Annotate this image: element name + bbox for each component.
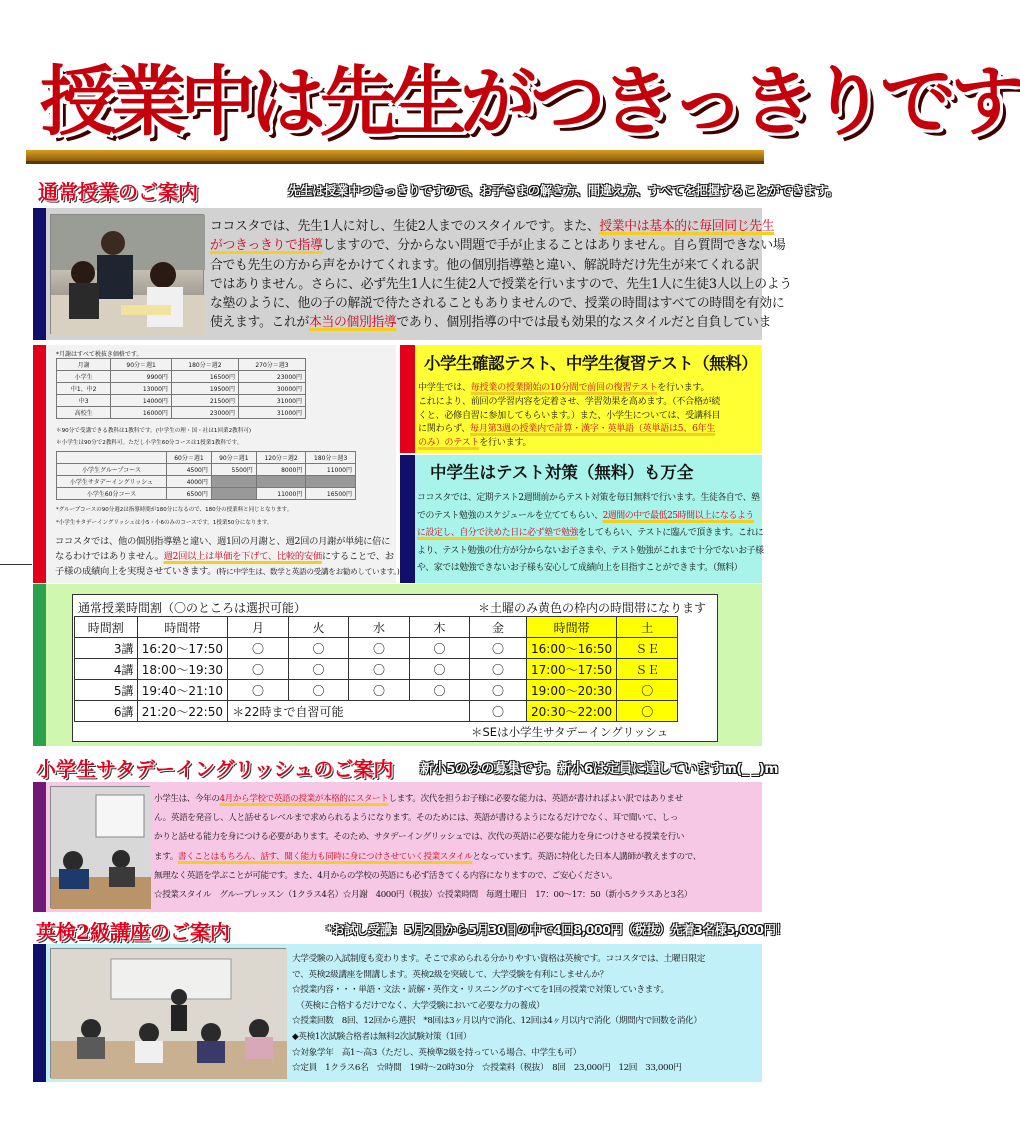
eiken-note: *お試し受講：5月2日から5月30日の中で4回8,000円（税抜）先着3名様5,000円！ xyxy=(326,922,788,937)
table-header-cell: 月謝 xyxy=(57,359,111,371)
table-cell: 〇 xyxy=(228,638,289,659)
table-header-cell: 水 xyxy=(349,617,410,638)
saturday-heading: 小学生サタデーイングリッシュのご案内 xyxy=(36,757,394,781)
regular-line xyxy=(210,217,775,236)
table-header-cell: 時間帯 xyxy=(526,617,617,638)
table-cell: 16500円 xyxy=(306,488,356,500)
table-cell: 8000円 xyxy=(256,464,306,476)
text-run: なるわけではありません。 xyxy=(55,551,164,562)
text-run: を行います。 xyxy=(479,438,532,449)
price-note-mid2: ＊小学生は90分で2教科可。ただし小学生60分コースは1授業1教科です。 xyxy=(56,440,243,446)
price-note-top: *月謝はすべて税抜き価格です。 xyxy=(56,351,143,358)
regular-line: ではありません。さらに、必ず先生1人に生徒2人で授業を行いますので、先生1人に生徒3人以上のよう xyxy=(210,276,792,292)
table-cell: 13000円 xyxy=(111,383,172,395)
highlight-text: がつきっきりで指導 xyxy=(210,238,323,254)
table-cell: 5講 xyxy=(75,680,138,701)
regular-line xyxy=(210,236,786,255)
regular-classroom-photo xyxy=(50,214,204,334)
table-header-cell: 120分＝週2 xyxy=(256,452,306,464)
table-cell: 23000円 xyxy=(171,407,238,419)
table-cell: 中1、中2 xyxy=(57,383,111,395)
exam-heading: 中学生はテスト対策（無料）も万全 xyxy=(430,463,694,482)
table-cell: 〇 xyxy=(409,659,470,680)
highlight-text: のみ）のテスト xyxy=(418,438,480,449)
test-side-strip xyxy=(400,345,415,453)
timetable-footnote: ＊SEは小学生サタデーイングリッシュ xyxy=(471,725,669,739)
table-cell: 4講 xyxy=(75,659,138,680)
page-title: 授業中は先生がつきっきりです xyxy=(40,57,1020,146)
table-row xyxy=(75,680,678,701)
table-cell: 小学生グループコース xyxy=(57,464,167,476)
highlight-text: 本当の個別指導 xyxy=(308,315,397,331)
table-header-cell: 180分＝週2 xyxy=(171,359,238,371)
table-row xyxy=(57,464,356,476)
saturday-classroom-photo xyxy=(50,786,150,908)
highlight-text: 週2回以上は単価を下げて、比較的安価 xyxy=(163,551,322,562)
table-cell: 〇 xyxy=(470,680,526,701)
table-cell: 16000円 xyxy=(111,407,172,419)
table-header-cell xyxy=(57,452,167,464)
table-row xyxy=(75,638,678,659)
table-row xyxy=(57,476,356,488)
table-cell: 17:00～17:50 xyxy=(526,659,617,680)
table-cell-empty xyxy=(256,476,306,488)
table-header-cell: 時間割 xyxy=(75,617,138,638)
price-line: ココスタでは、他の個別指導塾と違い、週1回の月謝と、週2回の月謝が単純に倍に xyxy=(55,536,391,547)
table-header-cell: 金 xyxy=(470,617,526,638)
table-header-cell: 270分＝週3 xyxy=(238,359,305,371)
text-run: (特に中学生は、数学と英語の受講をお勧めしています。) xyxy=(216,567,400,576)
eiken-heading: 英検2級講座のご案内 xyxy=(36,920,230,944)
table-cell: 〇 xyxy=(288,638,349,659)
table-cell: 19500円 xyxy=(171,383,238,395)
text-run: しますので、分からない問題で手が止まることはありません。自ら質問できない場 xyxy=(322,238,786,254)
saturday-line: ☆授業スタイル グループレッスン（1クラス4名）☆月謝 4000円（税抜）☆授業時間 毎週土曜日 17：00～17：50（新小5クラスあと3名） xyxy=(154,890,693,901)
regular-line: 合でも先生の方から声をかけてくれます。他の個別指導塾と違い、解説時だけ先生が来てくれる訳 xyxy=(210,257,759,273)
exam-line: より、テスト勉強の仕方が分からないお子さまや、テスト勉強がこれまで十分でないお子様 xyxy=(417,545,764,556)
table-cell: 3講 xyxy=(75,638,138,659)
price-note-bottom2: *小学生サタデーイングリッシュは小5・小6のみのコースです。1授業50分になります。 xyxy=(56,520,273,526)
timetable-side-strip xyxy=(33,584,46,746)
price-table-main xyxy=(56,358,306,419)
table-cell: ＊22時まで自習可能 xyxy=(228,701,470,722)
text-run: を行います。 xyxy=(657,383,710,393)
table-row xyxy=(57,383,306,395)
table-row xyxy=(57,371,306,383)
exam-line xyxy=(417,508,759,526)
table-cell: 21:20～22:50 xyxy=(137,701,228,722)
table-cell: 〇 xyxy=(349,680,410,701)
test-line xyxy=(418,382,760,396)
test-line xyxy=(418,437,760,451)
saturday-side-strip xyxy=(33,782,46,912)
price-line xyxy=(55,564,400,579)
table-header-row xyxy=(57,452,356,464)
timetable-table xyxy=(74,616,678,722)
table-cell: 〇 xyxy=(228,659,289,680)
eiken-line: ☆授業内容・・・単語・文法・読解・英作文・リスニングのすべてを1回の授業で対策していきます。 xyxy=(292,985,669,996)
text-run: に関わらず、 xyxy=(418,424,471,435)
exam-side-strip xyxy=(400,455,415,583)
table-row xyxy=(57,395,306,407)
title-underline-bar xyxy=(26,150,764,164)
table-header-cell: 90分＝週1 xyxy=(211,452,256,464)
table-row xyxy=(75,659,678,680)
table-row xyxy=(75,701,678,722)
test-body xyxy=(418,382,760,451)
leader-line xyxy=(0,564,32,565)
text-run: 中学生では、 xyxy=(418,383,471,393)
highlight-text: 毎月第3週の授業内で計算・漢字・英単語（英単語は5、6年生 xyxy=(470,424,716,435)
text-run: であり、個別指導の中では最も効果的なスタイルだと自負していま xyxy=(396,315,772,331)
test-heading: 小学生確認テスト、中学生復習テスト（無料） xyxy=(424,354,758,373)
table-row xyxy=(57,488,356,500)
text-run: ます。 xyxy=(154,851,178,862)
table-cell-empty xyxy=(211,488,256,500)
price-note-bottom1: *グループコースの90分週2は指導時間が180分になるので、180分の授業料と同じとなります。 xyxy=(56,507,293,513)
timetable-note: ＊土曜のみ黄色の枠内の時間帯になります xyxy=(478,601,707,615)
highlight-text: 書くことはもちろん、話す、聞く能力も同時に身につけさせていく授業スタイル xyxy=(177,851,473,862)
saturday-line: かりと話せる能力を身につける必要があります。そのため、サタデーイングリッシュでは、次代の英語に必要な能力を身につけさせる授業を行い xyxy=(154,832,685,843)
text-run: ココスタでは、先生1人に対し、生徒2人までのスタイルです。また、 xyxy=(210,219,600,234)
text-run: をしてもらい、テストに臨んで頂きます。これに xyxy=(578,528,764,538)
table-cell: 〇 xyxy=(409,680,470,701)
table-header-row xyxy=(75,617,678,638)
highlight-text: 毎授業の授業開始の10分間で前回の復習テスト xyxy=(470,383,658,393)
table-header-row xyxy=(57,359,306,371)
timetable-caption: 通常授業時間割（〇のところは選択可能） xyxy=(78,601,307,615)
table-header-cell: 90分＝週1 xyxy=(111,359,172,371)
table-cell: 〇 xyxy=(470,701,526,722)
saturday-body xyxy=(154,790,760,905)
table-header-cell: 時間帯 xyxy=(137,617,228,638)
table-cell: 〇 xyxy=(617,701,678,722)
saturday-line xyxy=(154,848,760,867)
regular-line: な塾のように、他の子の解説で待たされることもありませんので、授業の時間はすべての時間を有効に xyxy=(210,296,785,312)
eiken-photo-illustration xyxy=(51,949,287,1079)
eiken-body xyxy=(292,952,758,1077)
table-cell: 20:30～22:00 xyxy=(526,701,617,722)
saturday-note: 新小5のみの募集です。新小6は定員に達していますm(_ _)m xyxy=(420,761,778,777)
table-row xyxy=(57,407,306,419)
table-cell: 6講 xyxy=(75,701,138,722)
highlight-text: 2週間の中で最低25時間以上になるよう xyxy=(602,510,754,521)
table-cell: 30000円 xyxy=(238,383,305,395)
table-cell: 19:00～20:30 xyxy=(526,680,617,701)
test-line xyxy=(418,423,760,437)
price-line xyxy=(55,549,395,564)
table-cell: 高校生 xyxy=(57,407,111,419)
table-cell: 16:20～17:50 xyxy=(137,638,228,659)
table-cell: 5500円 xyxy=(211,464,256,476)
eiken-line: で、英検2級講座を開講します。英検2級を突破して、大学受験を有利にしませんか？ xyxy=(292,969,608,980)
saturday-line xyxy=(154,790,760,809)
exam-line xyxy=(417,525,764,543)
table-cell: 31000円 xyxy=(238,407,305,419)
table-cell: 〇 xyxy=(617,680,678,701)
table-cell: 〇 xyxy=(409,638,470,659)
table-cell: 11000円 xyxy=(306,464,356,476)
text-run: 子様の成績向上を実現させていきます。 xyxy=(55,566,217,577)
eiken-line: ◆英検1次試験合格者は無料2次試験対策（1回） xyxy=(292,1031,472,1042)
table-cell-empty xyxy=(211,476,256,488)
eiken-line: 大学受験の入試制度も変わります。そこで求められる分かりやすい資格は英検です。ココスタでは、土曜日限定 xyxy=(292,954,705,964)
text-run: にすることで、お xyxy=(321,551,394,562)
table-cell: 小学生サタデーイングリッシュ xyxy=(57,476,167,488)
table-cell: 小学生60分コース xyxy=(57,488,167,500)
eiken-classroom-photo xyxy=(50,948,286,1078)
table-header-cell: 火 xyxy=(288,617,349,638)
table-cell: 18:00～19:30 xyxy=(137,659,228,680)
table-cell: 〇 xyxy=(470,659,526,680)
price-table-elementary xyxy=(56,451,356,500)
regular-note: 先生は授業中つきっきりですので、お子さまの解き方、間違え方、すべてを把握することができます。 xyxy=(288,183,839,198)
table-cell: 16500円 xyxy=(171,371,238,383)
price-note-mid1: ＊90分で受講できる教科は1教科です。(中学生の理・国・社は1回業2教科可) xyxy=(56,428,252,434)
table-cell: 6500円 xyxy=(167,488,212,500)
table-cell: 〇 xyxy=(288,659,349,680)
table-cell: 〇 xyxy=(228,680,289,701)
eiken-line: ☆授業回数 8回、12回から選択 *8回は3ヶ月以内で消化、12回は4ヶ月以内で消化（期間内で回数を消化） xyxy=(292,1016,702,1027)
table-header-cell: 月 xyxy=(228,617,289,638)
text-run: となっています。英語に特化した日本人講師が教えますので、 xyxy=(472,851,701,862)
saturday-line: 無理なく英語を学ぶことが可能です。また、4月からの学校の英語にも必ず活きてくる内容になりますので、ご安心ください。 xyxy=(154,870,618,881)
classroom-photo-illustration xyxy=(51,215,205,335)
table-cell: ＳＥ xyxy=(617,638,678,659)
regular-side-strip xyxy=(33,208,46,340)
test-line: くと、必修自習に参加してもらいます。）また、小学生については、受講科目 xyxy=(418,410,721,421)
regular-heading: 通常授業のご案内 xyxy=(38,180,198,204)
highlight-text: 授業中は基本的に毎回同じ先生 xyxy=(599,219,775,234)
table-cell: 31000円 xyxy=(238,395,305,407)
table-cell: 小学生 xyxy=(57,371,111,383)
eiken-line: ☆定員 1クラス6名 ☆時間 19時～20時30分 ☆授業料（税抜） 8回 23,000円 12回 33,000円 xyxy=(292,1063,682,1074)
text-run: します。次代を担うお子様に必要な能力は、英語が書ければよい訳ではありませ xyxy=(388,794,683,804)
table-cell: 〇 xyxy=(349,659,410,680)
table-cell: 23000円 xyxy=(238,371,305,383)
price-side-strip xyxy=(33,345,46,583)
table-cell: 9900円 xyxy=(111,371,172,383)
table-cell: 21500円 xyxy=(171,395,238,407)
table-header-cell: 土 xyxy=(617,617,678,638)
table-cell: 〇 xyxy=(349,638,410,659)
table-cell: 19:40～21:10 xyxy=(137,680,228,701)
text-run: 使えます。これが xyxy=(210,315,309,331)
eiken-line: （英検に合格するだけでなく、大学受験において必要な力の養成） xyxy=(292,1000,545,1011)
exam-body xyxy=(417,490,764,578)
highlight-text: に設定し、自分で決めた日に必ず塾で勉強 xyxy=(417,528,579,538)
table-cell: 〇 xyxy=(288,680,349,701)
table-cell: 4500円 xyxy=(167,464,212,476)
highlight-text: 4月から学校で英語の授業が本格的にスタート xyxy=(219,794,389,804)
table-cell-empty xyxy=(306,476,356,488)
table-header-cell: 60分＝週1 xyxy=(167,452,212,464)
regular-body xyxy=(210,217,792,333)
eiken-line: ☆対象学年 高1～高3（ただし、英検準2級を持っている場合、中学生も可） xyxy=(292,1047,581,1058)
table-cell: 4000円 xyxy=(167,476,212,488)
exam-line: や、家では勉強できないお子様も安心して成績向上を目指すことができます。（無料） xyxy=(417,563,743,573)
table-cell: 〇 xyxy=(470,638,526,659)
table-cell: 14000円 xyxy=(111,395,172,407)
table-cell: 中3 xyxy=(57,395,111,407)
price-body xyxy=(55,534,400,579)
test-line: これにより、前回の学習内容を定着させ、学習効果を高めます。（不合格が続 xyxy=(418,396,721,407)
table-cell: 16:00～16:50 xyxy=(526,638,617,659)
table-header-cell: 木 xyxy=(409,617,470,638)
table-header-cell: 180分＝週3 xyxy=(306,452,356,464)
text-run: 小学生は、今年の xyxy=(154,794,220,804)
saturday-line: ん。英語を発音し、人と話せるレベルまで求められるようになります。そのためには、英語が書けるようになるだけでなく、耳で聞いて、しっ xyxy=(154,813,678,824)
text-run: でのテスト勉強のスケジュールを立ててもらい、 xyxy=(417,510,603,521)
regular-line xyxy=(210,313,772,332)
saturday-photo-illustration xyxy=(51,787,151,909)
table-cell: 11000円 xyxy=(256,488,306,500)
exam-line: ココスタでは、定期テスト2週間前からテスト対策を毎日無料で行います。生徒各自で、塾 xyxy=(417,493,760,503)
table-cell: ＳＥ xyxy=(617,659,678,680)
eiken-side-strip xyxy=(33,944,46,1082)
